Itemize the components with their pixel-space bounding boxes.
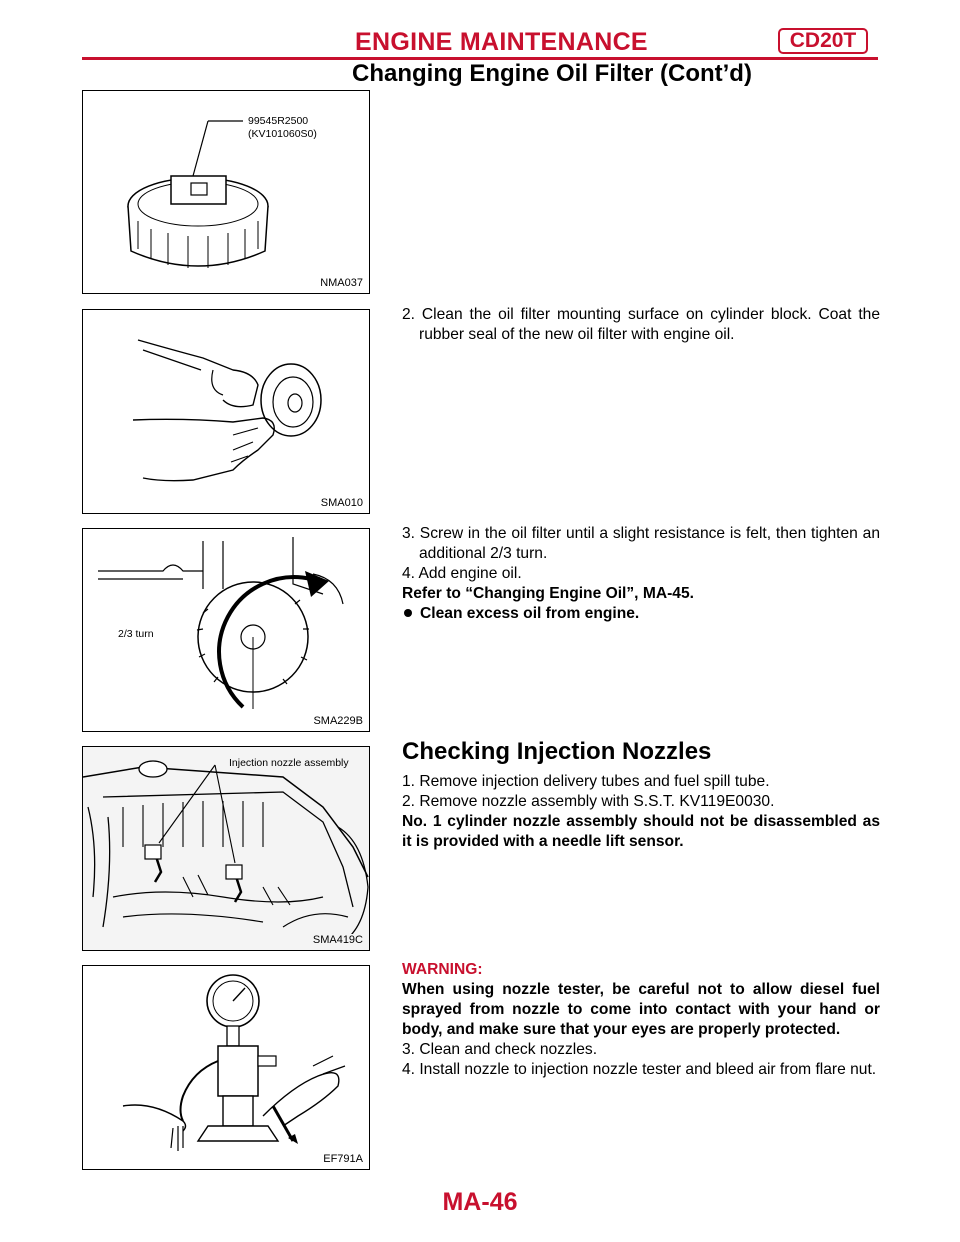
engine-code-badge: CD20T xyxy=(778,28,868,54)
warning-block xyxy=(402,960,880,1080)
figure-id: SMA010 xyxy=(320,497,363,509)
nozzle-tester-illustration xyxy=(83,966,370,1170)
bullet-item xyxy=(402,604,880,624)
bullet-icon xyxy=(404,609,412,617)
figure-oil-seal xyxy=(82,309,370,514)
figure-nozzle-tester xyxy=(82,965,370,1170)
figure-two-thirds-turn xyxy=(82,528,370,732)
page-subtitle: Changing Engine Oil Filter (Cont’d) xyxy=(352,60,752,87)
nozzle-steps-block xyxy=(402,772,880,852)
section-title: ENGINE MAINTENANCE xyxy=(355,28,648,56)
filter-wrench-illustration xyxy=(83,91,370,294)
bullet-text: Clean excess oil from engine. xyxy=(420,605,640,622)
callout-label: Injection nozzle assembly xyxy=(229,757,349,769)
nozzle-step-2: 2. Remove nozzle assembly with S.S.T. KV119E0030. xyxy=(402,793,775,810)
warning-label: WARNING: xyxy=(402,961,483,978)
filter-steps-3-4-block xyxy=(402,524,880,624)
filter-step-3: 3. Screw in the oil filter until a slight resistance is felt, then tighten an additional 2/3 turn. xyxy=(402,525,880,562)
hands-filter-illustration xyxy=(83,310,370,514)
figure-injection-nozzles xyxy=(82,746,370,951)
filter-step-2: 2. Clean the oil filter mounting surface on cylinder block. Coat the rubber seal of the new oil filter with engine oil. xyxy=(402,306,880,343)
turn-label: 2/3 turn xyxy=(118,628,154,640)
figure-id: SMA419C xyxy=(312,934,363,946)
engine-nozzle-illustration xyxy=(83,747,370,951)
nozzle-step-1: 1. Remove injection delivery tubes and fuel spill tube. xyxy=(402,773,770,790)
nozzle-step-4: 4. Install nozzle to injection nozzle tester and bleed air from flare nut. xyxy=(402,1061,877,1078)
filter-step-4: 4. Add engine oil. xyxy=(402,565,522,582)
nozzle-note: No. 1 cylinder nozzle assembly should not be disassembled as it is provided with a needle lift sensor. xyxy=(402,813,880,850)
nozzle-step-3: 3. Clean and check nozzles. xyxy=(402,1041,598,1058)
figure-id: EF791A xyxy=(323,1153,363,1165)
tool-number-label: 99545R2500 (KV101060S0) xyxy=(248,115,317,140)
section-heading: Checking Injection Nozzles xyxy=(402,738,712,765)
figure-id: SMA229B xyxy=(313,715,363,727)
filter-step-2-block xyxy=(402,305,880,345)
warning-text: When using nozzle tester, be careful not to allow diesel fuel sprayed from nozzle to come into contact with your hand or body, and make sure that your eyes are properly protected. xyxy=(402,981,880,1038)
page-number: MA-46 xyxy=(442,1188,518,1216)
refer-link-text: Refer to “Changing Engine Oil”, MA-45. xyxy=(402,585,694,602)
figure-id: NMA037 xyxy=(320,277,363,289)
figure-filter-wrench xyxy=(82,90,370,294)
